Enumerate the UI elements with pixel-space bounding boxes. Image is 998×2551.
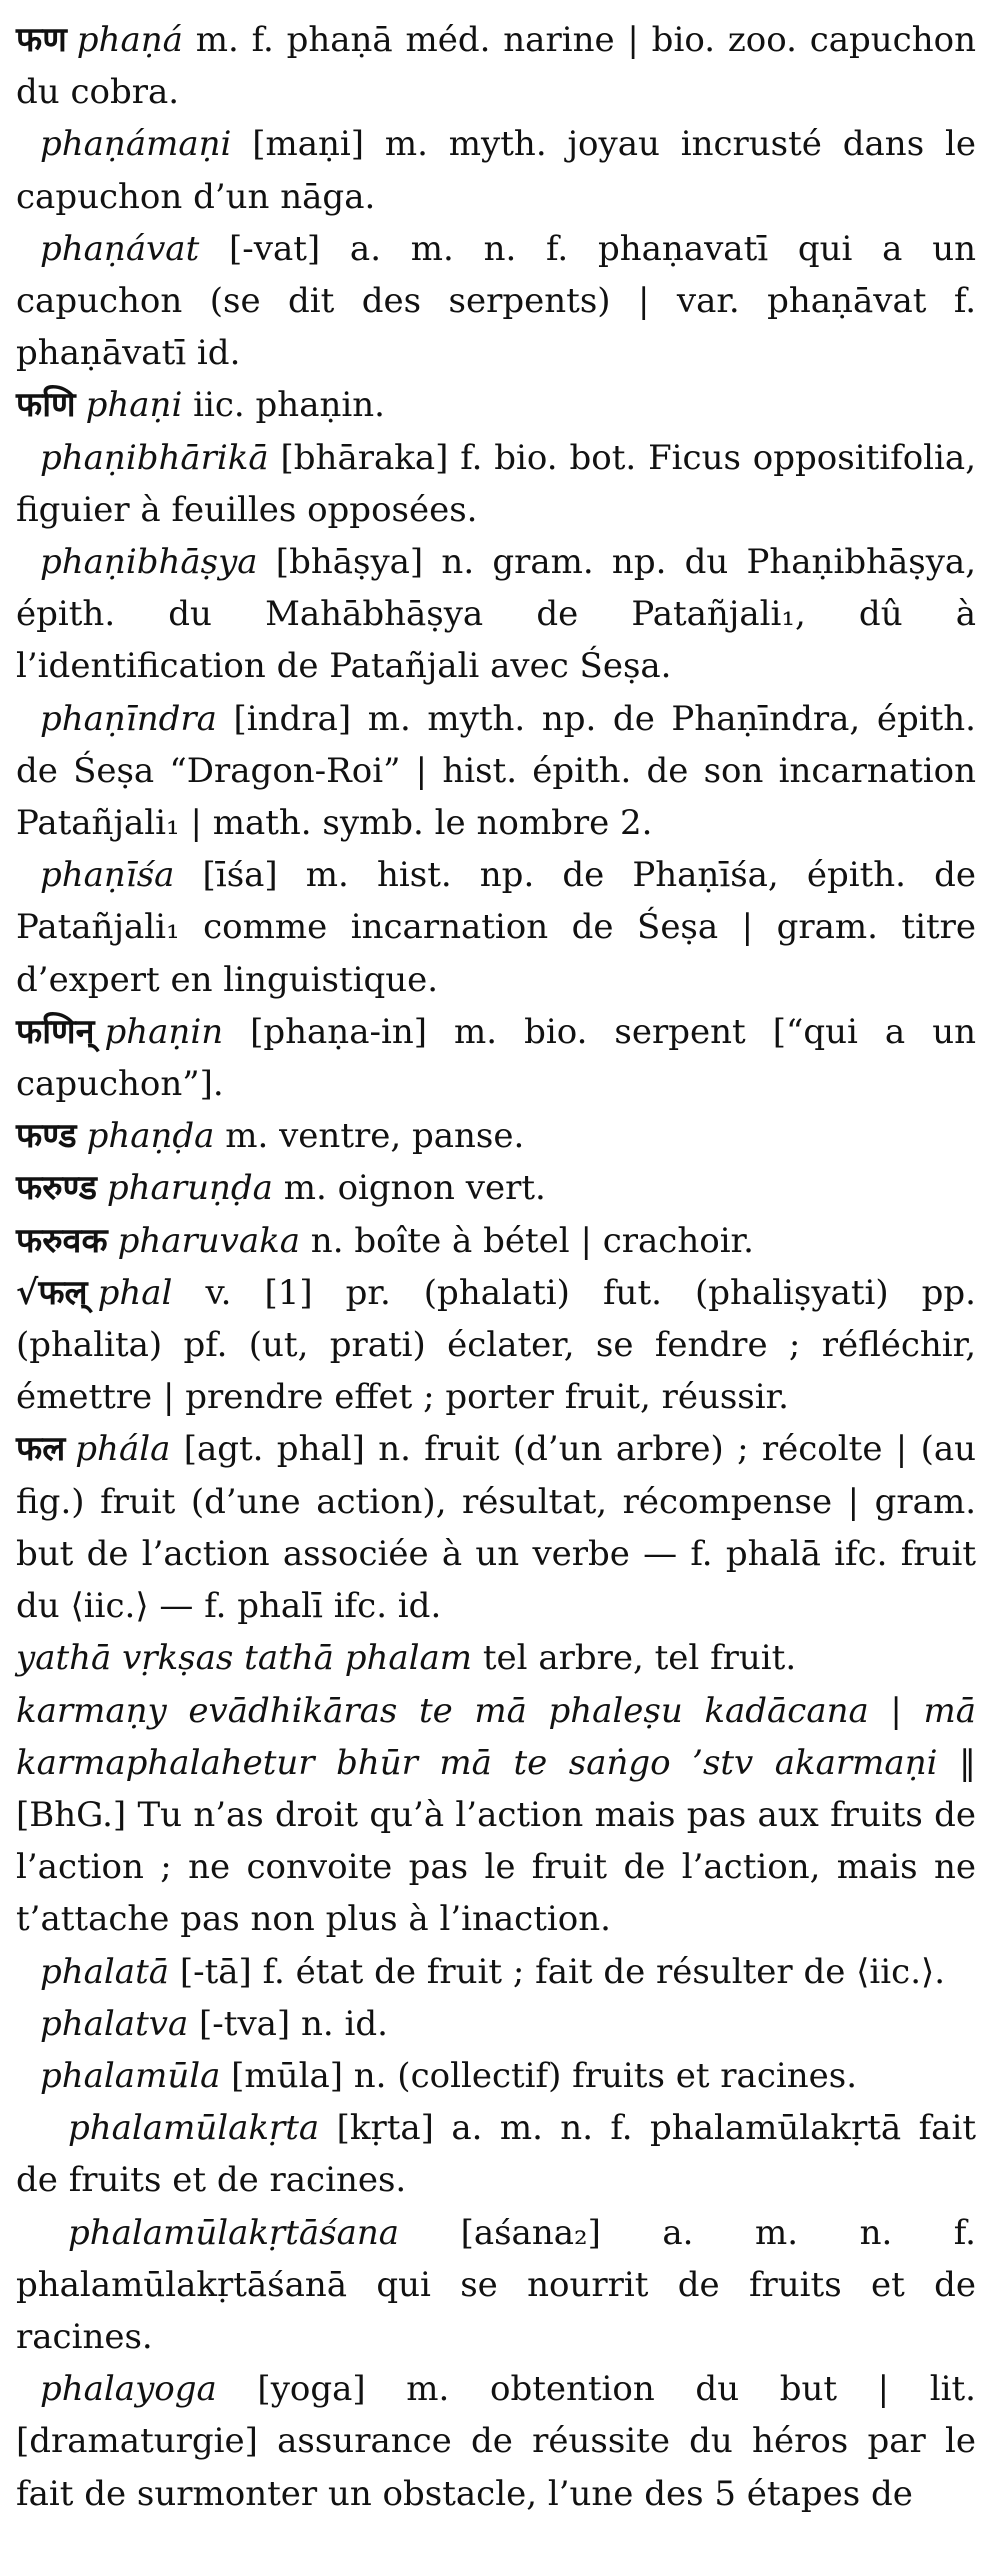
entry-definition: [īśa] m. hist. np. de Phaṇīśa, épith. de Patañjali₁ comme incarnation de Śeṣa | gram. titre d’expert en linguistique.: [16, 855, 976, 1000]
entry-definition: iic. phaṇin.: [182, 385, 385, 426]
headword-transliteration: phaṇīśa: [40, 855, 175, 896]
dict-entry: [16, 1162, 976, 1214]
headword-transliteration: phaṇávat: [40, 228, 200, 269]
headword-devanagari: फरुवक: [16, 1220, 108, 1261]
entry-definition: [aśana₂] a. m. n. f. phalamūlakṛtāśanā qui se nourrit de fruits et de racines.: [16, 2212, 976, 2357]
headword-transliteration: phaṇibhārikā: [40, 437, 269, 478]
entry-definition: m. ventre, panse.: [214, 1116, 525, 1157]
entry-definition: [agt. phal] n. fruit (d’un arbre) ; récolte | (au fig.) fruit (d’une action), résultat, récompense | gram. but de l’action associée à un verbe — f. phalā ifc. fruit du ⟨iic.⟩ — f. phalī ifc. id.: [16, 1429, 976, 1627]
headword-transliteration: phal: [97, 1272, 173, 1313]
example-sanskrit: karmaṇy evādhikāras te mā phaleṣu kadācana | mā karmaphalahetur bhūr mā te saṅgo ’stv akarmaṇi: [16, 1690, 976, 1783]
dict-subentry: [16, 2050, 976, 2102]
headword-devanagari: फल: [16, 1429, 66, 1470]
entry-definition: [mūla] n. (collectif) fruits et racines.: [220, 2055, 858, 2096]
dict-subentry: [16, 2363, 976, 2520]
headword-transliteration: phaṇḍa: [86, 1116, 215, 1157]
example-translation: ‖ [BhG.] Tu n’as droit qu’à l’action mais pas aux fruits de l’action ; ne convoite pas le fruit de l’action, mais ne t’attache pas non plus à l’inaction.: [16, 1742, 976, 1940]
entry-definition: [-tva] n. id.: [188, 2003, 388, 2044]
entry-definition: v. [1] pr. (phalati) fut. (phaliṣyati) pp. (phalita) pf. (ut, prati) éclater, se fendre ; réfléchir, émettre | prendre effet ; porter fruit, réussir.: [16, 1272, 976, 1418]
headword-transliteration: phaṇīndra: [40, 698, 217, 739]
entry-definition: [-tā] f. état de fruit ; fait de résulter de ⟨iic.⟩.: [169, 1951, 946, 1992]
dict-example: [16, 1632, 976, 1684]
entry-definition: [-vat] a. m. n. f. phaṇavatī qui a un capuchon (se dit des serpents) | var. phaṇāvat f. phaṇāvatī id.: [16, 228, 976, 374]
headword-transliteration: phalamūlakṛtāśana: [68, 2212, 400, 2253]
entry-definition: [indra] m. myth. np. de Phaṇīndra, épith. de Śeṣa “Dragon-Roi” | hist. épith. de son incarnation Patañjali₁ | math. symb. le nombre 2.: [16, 698, 976, 844]
headword-devanagari: फण्ड: [16, 1116, 77, 1157]
headword-devanagari: फण: [16, 20, 67, 60]
dict-subentry: [16, 223, 976, 380]
headword-transliteration: phalamūla: [40, 2055, 221, 2096]
entry-definition: [bhāraka] f. bio. bot. Ficus oppositifolia, figuier à feuilles opposées.: [16, 437, 976, 530]
entry-definition: [bhāṣya] n. gram. np. du Phaṇibhāṣya, épith. du Mahābhāṣya de Patañjali₁, dû à l’identification de Patañjali avec Śeṣa.: [16, 542, 976, 687]
dict-entry: [16, 1267, 976, 1424]
headword-transliteration: phaṇin: [104, 1011, 224, 1052]
entry-definition: [phaṇa-in] m. bio. serpent [“qui a un capuchon”].: [16, 1011, 976, 1105]
entry-definition: [maṇi] m. myth. joyau incrusté dans le capuchon d’un nāga.: [16, 124, 976, 217]
dict-subentry: [16, 1946, 976, 1998]
dict-entry: [16, 379, 976, 431]
dict-entry: [16, 1006, 976, 1110]
dict-subentry: [16, 849, 976, 1006]
entry-definition: m. f. phaṇā méd. narine | bio. zoo. capuchon du cobra.: [16, 20, 976, 113]
example-sanskrit: yathā vṛkṣas tathā phalam: [16, 1638, 473, 1679]
entry-definition: m. oignon vert.: [272, 1168, 546, 1209]
headword-transliteration: phalamūlakṛta: [68, 2108, 320, 2149]
entry-definition: [kṛta] a. m. n. f. phalamūlakṛtā fait de fruits et de racines.: [16, 2108, 976, 2201]
dict-subentry: [16, 1998, 976, 2050]
headword-transliteration: phaṇámaṇi: [40, 124, 232, 165]
example-translation: tel arbre, tel fruit.: [472, 1638, 797, 1679]
dict-subentry: [16, 536, 976, 693]
headword-transliteration: pharuvaka: [117, 1220, 300, 1261]
headword-devanagari: √फल्: [16, 1272, 88, 1313]
dict-subentry: [16, 118, 976, 222]
headword-devanagari: फणिन्: [16, 1011, 95, 1052]
entry-definition: [yoga] m. obtention du but | lit. [dramaturgie] assurance de réussite du héros par le fait de surmonter un obstacle, l’une des 5 étapes de: [16, 2369, 976, 2514]
headword-transliteration: phalatva: [40, 2003, 189, 2044]
headword-transliteration: phalatā: [40, 1951, 170, 1992]
headword-devanagari: फरुण्ड: [16, 1168, 97, 1209]
dict-subentry: [16, 2207, 976, 2364]
dict-entry: [16, 1215, 976, 1267]
dict-example: [16, 1685, 976, 1946]
headword-transliteration: phaṇá: [76, 20, 183, 60]
entry-definition: n. boîte à bétel | crachoir.: [300, 1220, 754, 1261]
headword-transliteration: phalayoga: [40, 2369, 217, 2410]
headword-devanagari: फणि: [16, 385, 76, 426]
dict-subentry: [16, 693, 976, 850]
dict-subentry: [16, 432, 976, 536]
headword-transliteration: pharuṇḍa: [106, 1168, 273, 1209]
headword-transliteration: phaṇi: [85, 385, 183, 426]
dict-entry: [16, 1110, 976, 1162]
headword-transliteration: phála: [75, 1429, 171, 1470]
dict-entry: [16, 14, 976, 118]
dict-entry: [16, 1423, 976, 1632]
dict-subentry: [16, 2102, 976, 2206]
headword-transliteration: phaṇibhāṣya: [40, 542, 258, 583]
